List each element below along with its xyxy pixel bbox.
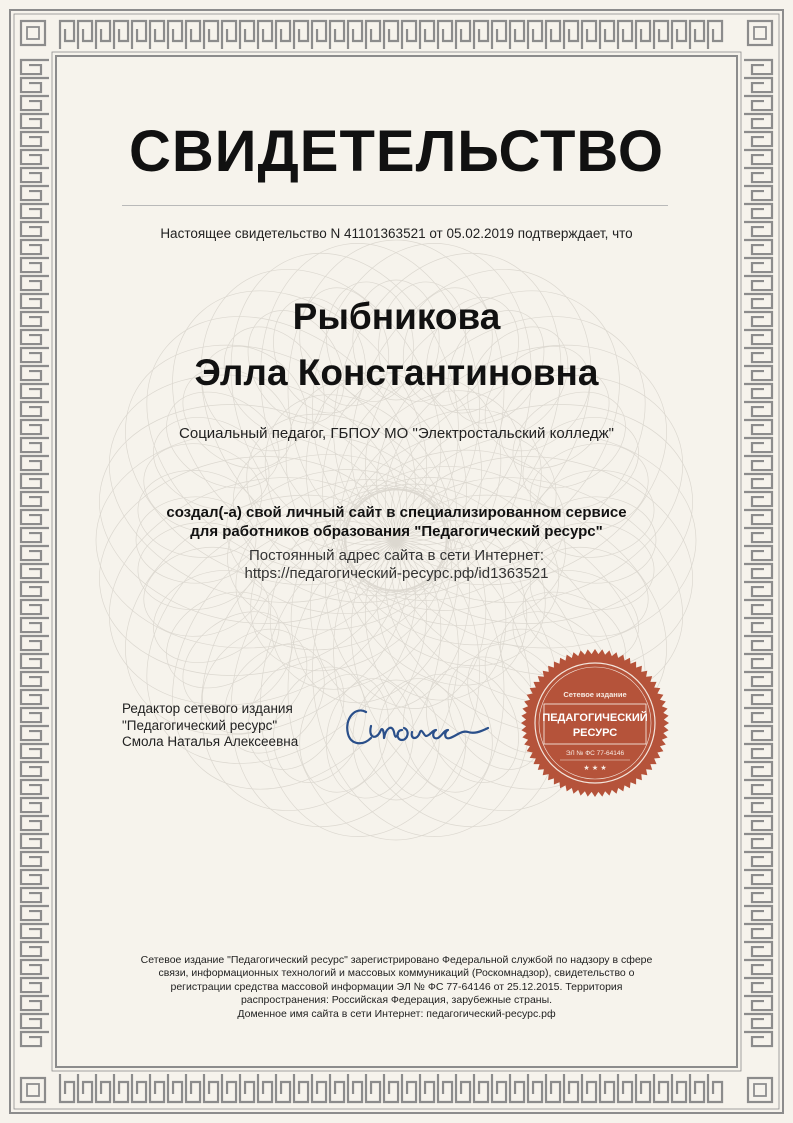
editor-line-1: Редактор сетевого издания	[122, 701, 293, 716]
certificate-intro: Настоящее свидетельство N 41101363521 от 05.02.2019 подтверждает, что	[160, 226, 633, 241]
footer-line-4: распространения: Российская Федерация, зарубежные страны.	[240, 994, 553, 1007]
site-address-url: https://педагогический-ресурс.рф/id1363521	[244, 565, 549, 582]
editor-line-2: "Педагогический ресурс"	[122, 717, 278, 733]
certificate-title: СВИДЕТЕЛЬСТВО	[129, 119, 664, 184]
legal-footer	[110, 954, 683, 1021]
seal-registration: ЭЛ № ФС 77-64146	[565, 750, 625, 757]
editor-block	[122, 701, 298, 751]
achievement-line-2: для работников образования "Педагогический ресурс"	[190, 523, 603, 540]
editor-signature	[338, 690, 498, 760]
seal-stars: ★ ★ ★	[583, 764, 607, 772]
achievement-line-1: создал(-а) свой личный сайт в специализированном сервисе	[166, 504, 627, 521]
footer-line-2: связи, информационных технологий и массовых коммуникаций (Роскомнадзор), свидетельство о	[158, 967, 635, 980]
title-divider	[122, 205, 668, 206]
footer-line-3: регистрации средства массовой информации ЭЛ № ФС 77-64146 от 25.12.2015. Территория	[170, 980, 623, 993]
seal-main-line-1: ПЕДАГОГИЧЕСКИЙ	[542, 712, 648, 724]
site-address-label: Постоянный адрес сайта в сети Интернет:	[248, 547, 545, 564]
recipient-given-names: Элла Константиновна	[194, 352, 599, 393]
publication-seal	[520, 648, 670, 798]
footer-line-5: Доменное имя сайта в сети Интернет: педагогический-ресурс.рф	[237, 1007, 556, 1020]
recipient-surname: Рыбникова	[292, 296, 501, 337]
editor-name: Смола Наталья Алексеевна	[122, 734, 299, 749]
seal-top-text: Сетевое издание	[563, 690, 627, 699]
recipient-position: Социальный педагог, ГБПОУ МО "Электростальский колледж"	[179, 425, 614, 442]
footer-line-1: Сетевое издание "Педагогический ресурс" зарегистрировано Федеральной службой по надзору в сфере	[140, 954, 653, 966]
seal-main-line-2: РЕСУРС	[572, 727, 618, 739]
